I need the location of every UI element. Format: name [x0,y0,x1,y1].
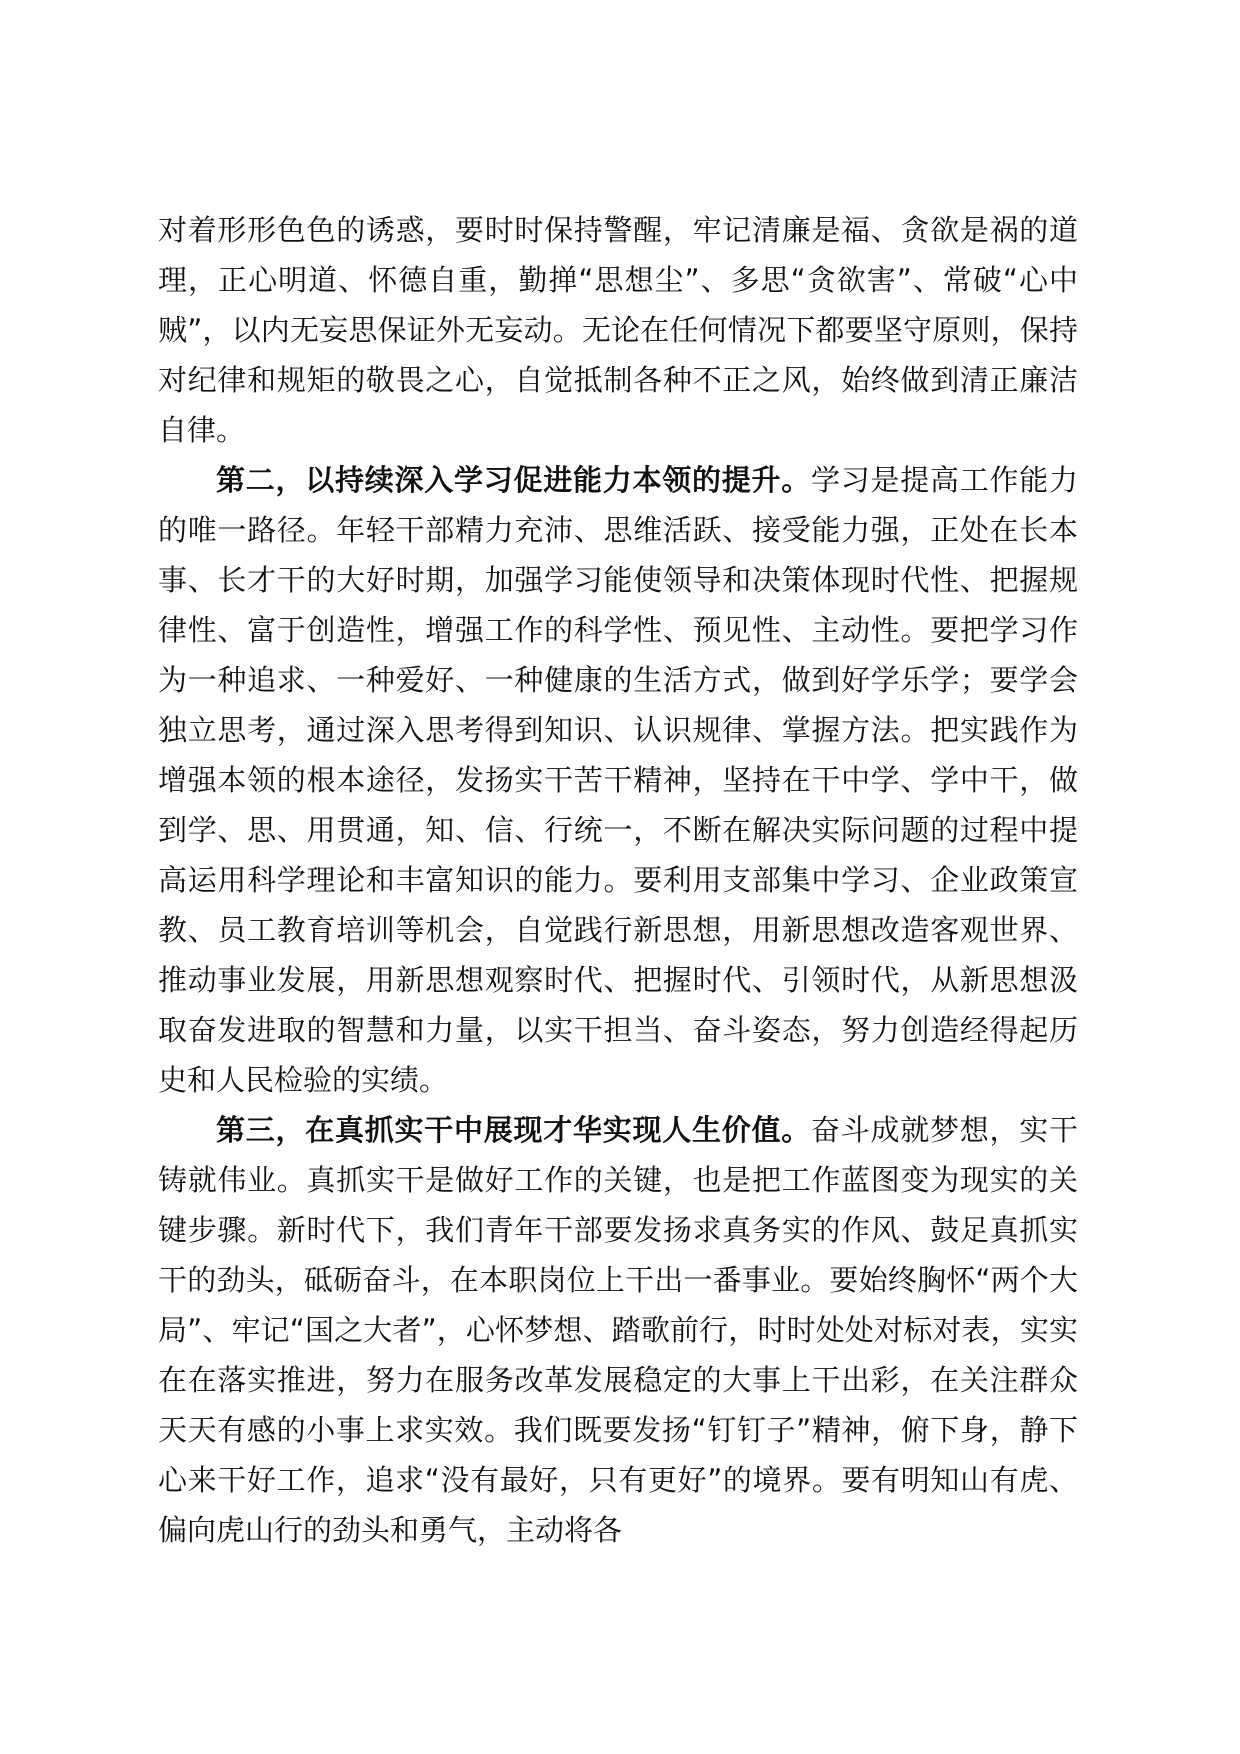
paragraph-2-text: 学习是提高工作能力的唯一路径。年轻干部精力充沛、思维活跃、接受能力强，正处在长本事、长才干的大好时期，加强学习能使领导和决策体现时代性、把握规律性、富于创造性，增强工作的科学性、预见性、主动性。要把学习作为一种追求、一种爱好、一种健康的生活方式，做到好学乐学；要学会独立思考，通过深入思考得到知识、认识规律、掌握方法。把实践作为增强本领的根本途径，发扬实干苦干精神，坚持在干中学、学中干，做到学、思、用贯通，知、信、行统一，不断在解决实际问题的过程中提高运用科学理论和丰富知识的能力。要利用支部集中学习、企业政策宣教、员工教育培训等机会，自觉践行新思想，用新思想改造客观世界、推动事业发展，用新思想观察时代、把握时代、引领时代，从新思想汲取奋发进取的智慧和力量，以实干担当、奋斗姿态，努力创造经得起历史和人民检验的实绩。 [158,463,1078,1097]
paragraph-2 [158,455,1078,1105]
paragraph-1-text: 对着形形色色的诱惑，要时时保持警醒，牢记清廉是福、贪欲是祸的道理，正心明道、怀德自重，勤掸“思想尘”、多思“贪欲害”、常破“心中贼”，以内无妄思保证外无妄动。无论在任何情况下都要坚守原则，保持对纪律和规矩的敬畏之心，自觉抵制各种不正之风，始终做到清正廉洁自律。 [158,213,1078,447]
paragraph-3 [158,1105,1078,1555]
paragraph-3-text: 奋斗成就梦想，实干铸就伟业。真抓实干是做好工作的关键，也是把工作蓝图变为现实的关键步骤。新时代下，我们青年干部要发扬求真务实的作风、鼓足真抓实干的劲头，砥砺奋斗，在本职岗位上干出一番事业。要始终胸怀“两个大局”、牢记“国之大者”，心怀梦想、踏歌前行，时时处处对标对表，实实在在落实推进，努力在服务改革发展稳定的大事上干出彩，在关注群众天天有感的小事上求实效。我们既要发扬“钉钉子”精神，俯下身，静下心来干好工作，追求“没有最好，只有更好”的境界。要有明知山有虎、偏向虎山行的劲头和勇气，主动将各 [158,1113,1078,1547]
paragraph-2-heading: 第二，以持续深入学习促进能力本领的提升。 [216,463,811,497]
paragraph-3-heading: 第三，在真抓实干中展现才华实现人生价值。 [216,1113,811,1147]
paragraph-1 [158,205,1078,455]
document-body [158,205,1078,1555]
